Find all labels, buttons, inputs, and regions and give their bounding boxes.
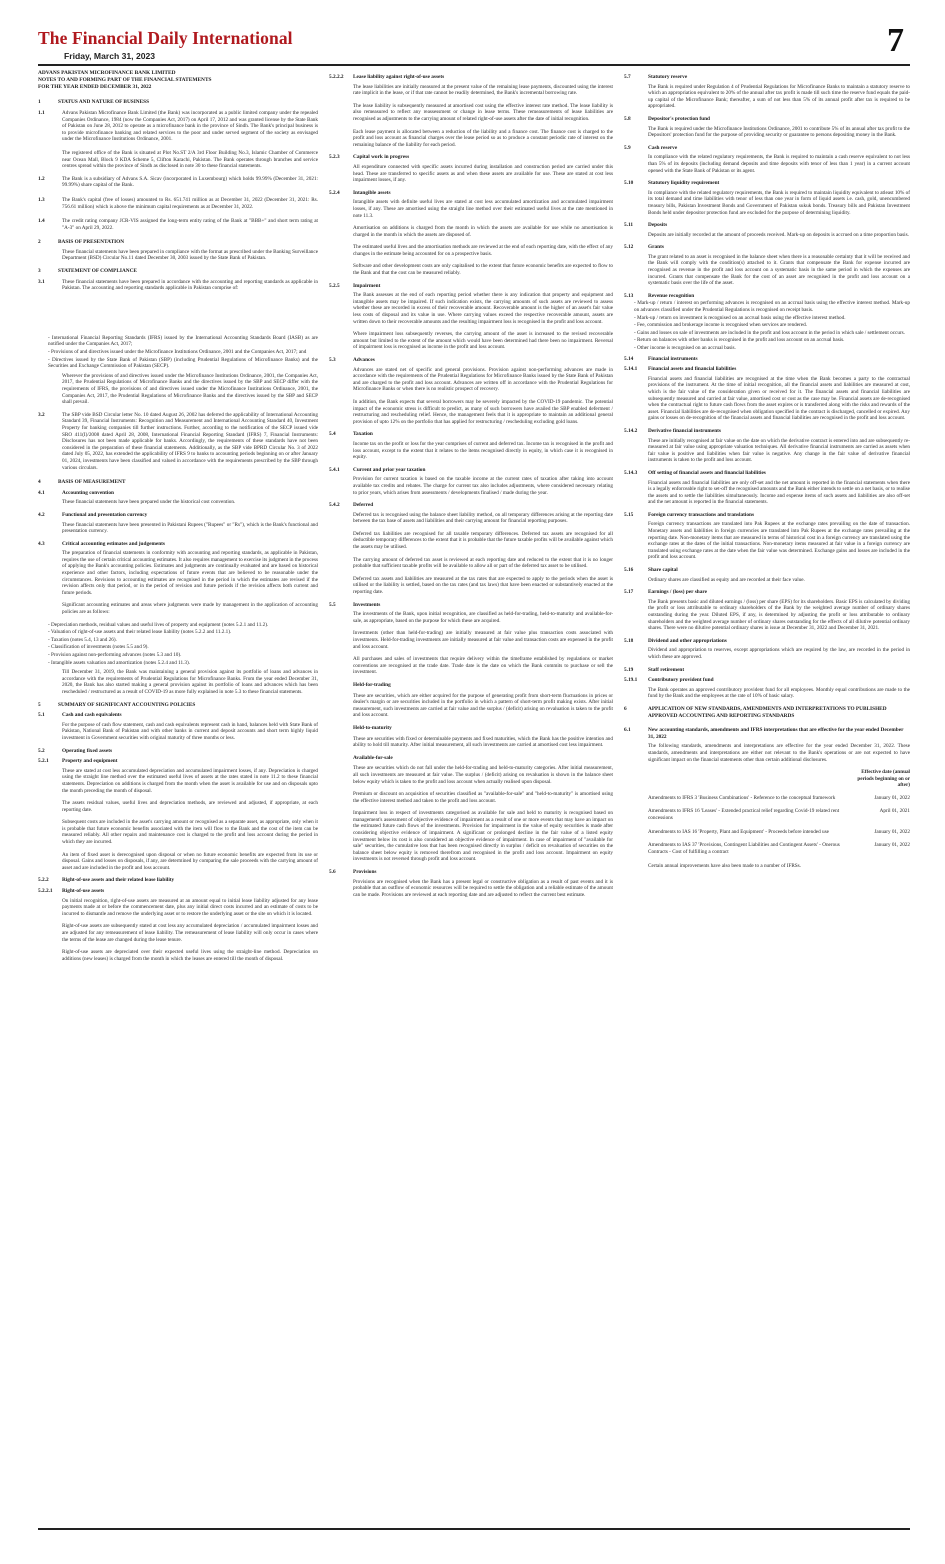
numbered-paragraph: 3.1 These financial statements have been prepared in accordance with the accounting and reporting standards as applicable in Pakistan. The accounting and reporting standards applicable in Pakistan comprise of: [38,278,318,292]
table-cell-description: Amendments to IAS 16 'Property, Plant and Equipment' - Proceeds before intended use [648,828,829,835]
document-header [38,70,318,90]
paragraph: The following standards, amendments and interpretations are effective for the year ended December 31, 2022. These standards, amendments and interpretations are either not relevant to the Bank's operations or are not expected to have significant impact on the financial statements other than certain additional disclosures. [648,743,910,763]
bottom-rule [38,1528,910,1530]
table-header-row [648,769,910,793]
list-item: - Gains and losses on sale of investments are included in the profit and loss account in the period in which sale / settlement occurs. [634,329,905,336]
table-row [648,827,910,841]
subsection-heading: 4.3 Critical accounting estimates and judgements [38,540,165,547]
paragraph: Software and other development costs are only capitalised to the extent that future economic benefits are expected to flow to the Bank and that the cost can be measured reliably. [353,263,613,277]
table-row [648,840,910,860]
newspaper-title: The Financial Daily International [38,28,293,48]
paragraph: The registered office of the Bank is situated at Plot No.ST 2/A 3rd Floor Building No.3, Islamic Chamber of Commerce near Ocean Mall, Block 9 KDA Scheme 5, Clifton Karachi, Pakistan. The Bank operates through branches and service centres spread within the province of Sindh as disclosed in note 30 to these financial statements. [62,149,318,170]
subsection-heading: 5.14.3 Off setting of financial assets and financial liabilities [624,469,766,476]
table-row [648,806,910,826]
numbered-paragraph: 3.2 The SBP vide BSD Circular letter No. 10 dated August 26, 2002 has deferred the applicability of International Accounting Standard 39, Financial Instruments: Recognition and Measurement and International Accounting Standard 40, Investment Property for banking companies till further instructions. Further, according to the notification of the SECP issued vide SRO 411(I)/2008 dated April 28, 2008, International Financial Reporting Standard (IFRS) 7, Financial Instruments: Disclosures has not been made applicable for banks. Accordingly, the requirements of these standards have not been considered in the preparation of these financial statements. Additionally, as the SBP vide BPRD Circular No. 3 of 2022 dated July 05, 2022, has extended the applicability of IFRS 9 to banks to accounting periods beginning on or after January 01, 2024, investments have been classified and valued in accordance with the requirements prescribed by the SBP through various circulars. [38,411,318,471]
company-name: ADVANS PAKISTAN MICROFINANCE BANK LIMITED [38,70,176,76]
subsection-heading: 4.2 Functional and presentation currency [38,511,148,518]
subsection-heading: 4.1 Accounting convention [38,489,114,496]
list-item: - Depreciation methods, residual values and useful lives of property and equipment (notes 5.2.1 and 11.2). [48,621,269,628]
table-cell-date: January 01, 2022 [874,842,910,849]
list-item: - Provisions of and directives issued under the Microfinance Institutions Ordinance, 2001 and the Companies Act, 2017; and [48,349,307,356]
paragraph: These financial statements have been presented in Pakistani Rupees ("Rupees" or "Rs"), which is the Bank's functional and presentation currency. [62,521,318,535]
list-item: - Directives issued by the State Bank of Pakistan (SBP) (including Prudential Regulations of Microfinance Banks) and the Securities and Exchange Commission of Pakistan (SECP). [48,356,318,370]
subsection-heading: 5.2.1 Property and equipment [38,758,118,765]
column-1 [38,70,318,1525]
list-item: - Return on balances with other banks is recognised in the profit and loss account on an accrual basis. [634,337,845,344]
section-heading: 3 STATEMENT OF COMPLIANCE [38,268,137,275]
paragraph: The assets residual values, useful lives and depreciation methods, are reviewed and adjusted, if appropriate, at each reporting date. [62,800,318,813]
paragraph: In compliance with the related regulatory requirements, the Bank is required to maintain liquidity equivalent to atleast 10% of its total demand and time liabilities with tenor of less than one year in form of liquid assets i.e. cash, gold, unencumbered treasury bills, Pakistan Investment Bonds and Government of Pakistan sukuk bonds. Treasury bills and Pakistan Investment Bonds held under depositor protection fund are excluded for the purpose of determining liquidity. [648,189,910,216]
paragraph: Where impairment loss subsequently reverses, the carrying amount of the asset is increased to the revised recoverable amount but limited to the extent of the amount which would have been determined had there been no impairment. Reversal of impairment loss is recognised as income in the profit and loss account. [353,331,613,351]
paragraph: On initial recognition, right-of-use assets are measured at an amount equal to initial lease liability adjusted for any lease payments made at or before the commencement date, plus any initial direct costs incurred and an estimate of costs to be incurred to dismantle and remove the underlying asset or to restore the underlying asset or the site on which it is located. [62,897,318,917]
subsection-heading: 5.4.2 Deferred [329,502,374,509]
paragraph: Financial assets and financial liabilities are recognised at the time when the Bank becomes a party to the contractual provisions of the instrument. At the time of initial recognition, all the financial assets and liabilities are measured at cost, which is the fair value of the consideration given or received for it. The financial assets and financial liabilities are subsequently measured and carried at fair value, amortised cost or cost as the case may be. Financial assets are de-recognised when the contractual right to future cash flows from the asset expires or is transferred along with the risks and rewards of the asset. Financial liabilities are de-recognised when obligation specified in the contract is discharged, cancelled or expired. Any gains or losses on de-recognition of the financial assets and financial liabilities are recognised in the profit and loss account. [648,375,910,422]
table-cell-description: Amendments to IFRS 16 'Leases' - Extended practical relief regarding Covid-19 related rent concessions [648,808,840,822]
subsection-heading: 5.6 Provisions [329,869,377,876]
paragraph: Each lease payment is allocated between a reduction of the liability and a finance cost. The finance cost is charged to the profit and loss account as financial charges over the lease period so as to produce a constant periodic rate of interest on the remaining balance of the liability for each period. [353,128,613,148]
subsection-heading: 5.2.2.1 Right-of-use assets [38,888,105,895]
paragraph: For the purpose of cash flow statement, cash and cash equivalents represent cash in hand, balances held with State Bank of Pakistan, National Bank of Pakistan and with other banks in current and deposit accounts and short term highly liquid investment in Government securities with original maturity of three months or less. [62,721,318,741]
paragraph: Deferred tax assets and liabilities are measured at the tax rates that are expected to apply to the periods when the asset is utilised or the liability is settled, based on the tax rates (and tax laws) that have been enacted or substantively enacted at the reporting date. [353,575,613,596]
subsection-heading: 5.17 Earnings / (loss) per share [624,589,707,596]
subsection-heading: 5.14.1 Financial assets and financial liabilities [624,366,737,373]
list-item: - Provision against non-performing advances (notes 5.3 and 10). [48,652,182,659]
paragraph: Dividend and appropriation to reserves, except appropriations which are required by the law, are recorded in the period in which these are approved. [648,647,910,660]
subsection-heading: 5.19.1 Contributory provident fund [624,677,714,684]
paragraph: The Bank is required under the Microfinance Institutions Ordinance, 2001 to contribute 5% of its annual after tax profit to the Depositors' protection fund for the purpose of providing security or guarantee to persons depositing money in the Bank. [648,125,910,139]
list-item: - Intangible assets valuation and amortization (notes 5.2.4 and 11.3). [48,659,190,666]
paragraph: Deferred tax liabilities are recognised for all taxable temporary differences. Deferred tax assets are recognised for all deductible temporary differences to the extent that it is probable that the future taxable profits will be available against which the assets may be utilised. [353,530,613,551]
subsection-heading: 5.8 Depositor's protection fund [624,115,710,122]
paragraph: These are stated at cost less accumulated depreciation and accumulated impairment losses, if any. Depreciation is charged using the straight line method over the estimated useful lives of assets at the rates stated in note 11.2 to these financial statements. Depreciation on additions is charged from the month when the asset is available for use and on disposals upto the month preceding the month of disposal. [62,767,318,794]
subsection-heading: 5.15 Foreign currency transactions and translations [624,511,755,518]
subsection-heading: 5.13 Revenue recognition [624,292,695,299]
table-cell-date: April 01, 2021 [879,808,910,815]
list-item: - Taxation (notes 5.4, 13 and 26). [48,636,117,643]
standards-table [648,769,910,860]
paragraph: Till December 31, 2019, the Bank was maintaining a general provision against its portfolio of loans and advances in accordance with the requirements of Prudential Regulations for Microfinance Banks. From the year ended December 31, 2020, the Bank has also started making a general provision against its portfolio of loans and advances which has been rescheduled / restructured as a result of COVID-19 as more fully explained in note 5.3 to these financial statements. [62,669,318,695]
table-cell-description: Amendments to IFRS 3 'Business Combinations' - Reference to the conceptual framework [648,794,836,801]
paragraph: Wherever the provisions of and directives issued under the Microfinance Institutions Ordinance, 2001, the Companies Act, 2017, the Prudential Regulations of Microfinance Banks and the directives issued by the SBP and SECP differ with the requirements of IFRS, the provisions of and directives issued under the Microfinance Institutions Ordinance, 2001, the Companies Act, 2017, the Prudential Regulations of Microfinance Banks and the directives issued by the SBP and SECP shall prevail. [62,372,318,406]
subheading-available-for-sale: Available-for-sale [353,754,393,761]
section-heading: 6 APPLICATION OF NEW STANDARDS, AMENDMENTS AND INTERPRETATIONS TO PUBLISHED APPROVED ACCOUNTING AND REPORTING STANDARDS [624,705,887,719]
period-title: FOR THE YEAR ENDED DECEMBER 31, 2022 [38,83,152,90]
masthead [38,22,908,66]
subheading-held-for-trading: Held-for-trading [353,681,391,688]
list-item: - Mark-up / return on investment is recognised on an accrual basis using the effective interest method. [634,314,846,321]
paragraph: The investments of the Bank, upon initial recognition, are classified as held-for-trading, held-to-maturity and available-for-sale, as appropriate, based on the purpose for which these are acquired. [353,611,613,624]
subsection-heading: 5.2.5 Impairment [329,282,381,289]
subsection-heading: 5.18 Dividend and other appropriations [624,637,727,644]
section-heading: 5 SUMMARY OF SIGNIFICANT ACCOUNTING POLICIES [38,701,196,708]
numbered-paragraph: 1.2 The Bank is a subsidiary of Advans S.A. Sicav (incorporated in Luxembourg) which holds 99.99% (December 31, 2021: 99.99%) share capital of the Bank. [38,175,318,189]
subsection-heading: 5.2.3 Capital work in progress [329,154,410,161]
subsection-heading: 5.2.2.2 Lease liability against right-of-use assets [329,74,445,80]
paragraph: Foreign currency transactions are translated into Pak Rupees at the exchange rates prevailing on the date of transaction. Monetary assets and liabilities in foreign currencies are translated into Pak Rupees at the exchange rates prevailing at the reporting date. Non-monetary items that are measured in terms of historical cost in a foreign currency are translated using the exchange rates at the dates of the initial transactions. Non-monetary items measured at fair value in a foreign currency are translated using exchange rates at the date when the fair value was determined. Exchange gains and losses are included in the profit and loss account. [648,521,910,561]
list-item: - Valuation of right-of-use assets and their related lease liability (notes 5.2.2 and 11.2.1). [48,629,232,636]
paragraph: These financial statements have been prepared under the historical cost convention. [62,499,236,506]
paragraph: All expenditure connected with specific assets incurred during installation and construction period are carried under this head. These are transferred to specific assets as and when these assets are available for use. These are stated at cost less impairment losses, if any. [353,163,613,184]
paragraph: Investments (other than held-for-trading) are initially measured at fair value plus transaction costs associated with investments. Held-for-trading investments are initially measured at fair value and transaction costs are expensed in the profit and loss account. [353,630,613,650]
subsection-heading: 5.2.2 Right-of-use assets and their related lease liability [38,877,175,884]
column-3 [624,70,910,1525]
paragraph: Right-of-use assets are subsequently stated at cost less any accumulated depreciation / accumulated impairment losses and are adjusted for any remeasurement of lease liability. The remeasurement of lease liability will only occur in cases where the terms of the lease are changed during the lease tenure. [62,923,318,943]
paragraph: The Bank operates an approved contributory provident fund for all employees. Monthly equal contributions are made to the fund by the Bank and the employees at the rate of 10% of basic salary. [648,686,910,700]
table-row [648,793,910,807]
subsection-heading: 5.2 Operating fixed assets [38,747,113,754]
paragraph: Deferred tax is recognised using the balance sheet liability method, on all temporary differences arising at the reporting date between the tax base of assets and liabilities and their carrying amount for financial reporting purposes. [353,511,613,525]
list-item: - International Financial Reporting Standards (IFRS) issued by the International Accounting Standards Board (IASB) as are notified under the Companies Act, 2017; [48,334,318,348]
subsection-heading: 5.7 Statutory reserve [624,74,688,80]
subsection-heading: 5.14.2 Derivative financial instruments [624,427,721,434]
paragraph: Advances are stated net of specific and general provisions. Provision against non-performing advances are made in accordance with the requirements of the Prudential Regulations for Microfinance Banks issued by the State Bank of Pakistan and are charged to the profit and loss account. Advances are written off in accordance with the Prudential Regulations for Microfinance Banks or when there is no realistic prospect of recovery. [353,366,613,393]
paragraph: The lease liability is subsequently measured at amortised cost using the effective interest rate method. The lease liability is also remeasured to reflect any reassessment or change in lease terms. These remeasurements of lease liabilities are recognised as adjustments to the carrying amount of related right-of-use assets after the date of initial recognition. [353,102,613,122]
paragraph: An item of fixed asset is derecognised upon disposal or when no future economic benefits are expected from its use or disposal. Gains and losses on disposals, if any, are determined by comparing the sale proceeds with the carrying amount of asset and are included in the profit and loss account. [62,851,318,871]
subsection-heading: 5.14 Financial instruments [624,355,698,362]
paragraph: In addition, the Bank expects that several borrowers may be severely impacted by the COVID-19 pandemic. The potential impact of the economic stress is difficult to predict, as many of such borrowers have availed the SBP enabled deferment / restructuring and rescheduling relief. Hence, the management feels that it is appropriate to maintain an additional general provision of upto 12% on the portfolio that has applied for restructuring / rescheduling excluding gold loans. [353,398,613,425]
top-rule [38,64,910,66]
paragraph: The estimated useful lives and the amortisation methods are reviewed at the end of each reporting date, with the effect of any changes in the estimate being accounted for on a prospective basis. [353,244,613,257]
paragraph: These are initially recognised at fair value on the date on which the derivative contract is entered into and are subsequently re-measured at fair value using appropriate valuation techniques. All derivative financial instruments are carried as assets when fair value is positive and liabilities when fair value is negative. Any change in the fair value of derivative financial instruments is taken to the profit and loss account. [648,437,910,464]
paragraph: The grant related to an asset is recognised in the balance sheet when there is a reasonable certainty that it will be received and the Bank will comply with the condition(s) attached to it. Grants that compensate the Bank for expense incurred are recognised as revenue in the profit and loss account on a systematic basis in the same period in which the expenses are incurred. Grants that compensate the Bank for the cost of an asset are recognised in the profit and loss account on a systematic basis over the life of the asset. [648,253,910,287]
column-2 [329,70,613,1525]
paragraph: Subsequent costs are included in the asset's carrying amount or recognised as a separate asset, as appropriate, only when it is probable that future economic benefits associated with the item will flow to the Bank and the cost of the item can be measured reliably. All other repairs and maintenance cost is charged to the profit and loss account during the period in which they are incurred. [62,819,318,846]
subsection-heading: 5.4 Taxation [329,431,373,438]
paragraph: Income tax on the profit or loss for the year comprises of current and deferred tax. Income tax is recognised in the profit and loss account, except to the extent that it relates to the items recognised directly in equity, in which case it is recognised in equity. [353,440,613,461]
section-heading: 2 BASIS OF PRESENTATION [38,239,125,246]
paragraph: Premium or discount on acquisition of securities classified as "available-for-sale" and "held-to-maturity" is amortised using the effective interest method and taken to the profit and loss account. [353,791,613,804]
paragraph: All purchases and sales of investments that require delivery within the timeframe established by regulations or market conventions are recognised at the trade date. Trade date is the date on which the Bank commits to purchase or sell the investment. [353,656,613,676]
paragraph: Certain annual improvements have also been made to a number of IFRSs. [648,863,801,870]
paragraph: Impairment loss in respect of investments categorised as available for sale and held to maturity is recognised based on management's assessment of objective evidence of impairment as a result of one or more events that may have an impact on the estimated future cash flows of the investments. Provision for impairment in the value of equity securities is made after considering objective evidence of impairment. A significant or prolonged decline in the fair value of a listed equity investment below its cost is also considered an objective evidence of impairment. In case of impairment of "available for sale" securities, the cumulative loss that has been recognised directly in surplus / deficit on revaluation of securities on the balance sheet below equity is removed therefrom and recognised in the profit and loss account. Impairment on equity investments is not reversed through profit and loss account. [353,810,613,863]
section-heading: 4 BASIS OF MEASUREMENT [38,479,126,486]
list-item: - Other income is recognised on an accrual basis. [634,345,736,351]
paragraph: Amortisation on additions is charged from the month in which the assets are available for use while no amortisation is charged in the month in which the assets are disposed of. [353,225,613,238]
subsection-heading: 5.3 Advances [329,357,375,363]
subsection-heading: 5.2.4 Intangible assets [329,189,391,196]
subsection-heading: 5.4.1 Current and prior year taxation [329,466,426,473]
paragraph: Financial assets and financial liabilities are only off-set and the net amount is reported in the financial statements when there is a legally enforceable right to set-off the recognised amounts and the Bank either intends to settle on a net basis, or to realise the assets and to settle the liabilities simultaneously. Income and expense items of such assets and liabilities are also off-set and the net amount is reported in the financial statements. [648,479,910,506]
paragraph: The Bank assesses at the end of each reporting period whether there is any indication that property and equipment and intangible assets may be impaired. If such indication exists, the carrying amounts of such assets are reviewed to assess whether these are recorded in excess of their recoverable amount. Recoverable amount is the higher of an asset's fair value less costs of disposal and its value in use. Where carrying values exceed the respective recoverable amount, assets are written down to their recoverable amounts and the resulting impairment loss is recognised in the profit and loss account. [353,292,613,325]
paragraph: The carrying amount of deferred tax asset is reviewed at each reporting date and reduced to the extent that it is no longer probable that sufficient taxable profits will be available to allow all or part of the deferred tax asset to be utilised. [353,556,613,570]
list-item: - Mark-up / return / interest on performing advances is recognised on an accrual basis using the effective interest method. Mark-up on advances classified under the Prudential Regulations is recognised on receipt basis. [634,300,910,314]
table-header-effective-date: Effective date (annual periods beginning on or after) [857,769,910,789]
table-cell-description: Amendments to IAS 37 'Provisions, Contingent Liabilities and Contingent Assets' - Onerous Contracts - Cost of fulfilling a contract [648,842,840,855]
paragraph: Provisions are recognised when the Bank has a present legal or constructive obligation as a result of past events and it is probable that an outflow of economic resources will be required to settle the obligation and a reliable estimate of the amount can be made. Provisions are reviewed at each reporting date and are adjusted to reflect the current best estimate. [353,878,613,898]
numbered-paragraph: 1.3 The Bank's capital (free of losses) amounted to Rs. 651.741 million as at December 31, 2022 (December 31, 2021: Rs. 756.61 million) which is above the minimum capital requirements as at December 31, 2022. [38,196,318,210]
paragraph: The Bank is required under Regulation 4 of Prudential Regulations for Microfinance Banks to maintain a statutory reserve to which an appropriation equivalent to 20% of the annual after tax profit is made till such time the reserve fund equals the paid-up capital of the Microfinance Bank; thereafter, a sum of not less than 5% of its annual profit after tax is required to be appropriated. [648,83,910,110]
page-number: 7 [887,22,904,59]
paragraph: These are securities, which are either acquired for the purpose of generating profit from short-term fluctuations in prices or dealer's margin or are securities included in the portfolio in which a pattern of short-term profit making exists. After initial measurement, such investments are carried at fair value and the surplus / (deficit) arising on revaluation is taken to the profit and loss account. [353,692,613,719]
paragraph: These are securities which do not fall under the held-for-trading and held-to-maturity categories. After initial measurement, all such investments are measured at fair value. The surplus / (deficit) arising on revaluation is shown in the balance sheet below equity which is taken to the profit and loss account when actually realised upon disposal. [353,765,613,785]
paragraph: Provision for current taxation is based on the taxable income at the current rates of taxation after taking into account available tax credits and rebates. The charge for current tax also includes adjustments, where considered necessary relating to prior years, which arises from assessments / developments finalised / made during the year. [353,476,613,496]
subsection-heading: 5.5 Investments [329,601,381,608]
table-cell-date: January 01, 2022 [874,828,910,835]
notes-title: NOTES TO AND FORMING PART OF THE FINANCIAL STATEMENTS [38,76,212,83]
subsection-heading: 5.9 Cash reserve [624,144,678,151]
subsection-heading: 5.12 Grants [624,244,664,251]
paragraph: Ordinary shares are classified as equity and are recorded at their face value. [648,576,805,583]
paragraph: The preparation of financial statements in conformity with accounting and reporting standards, as applicable in Pakistan, requires the use of certain critical accounting estimates. It also requires management to exercise its judgment in the process of applying the Bank's accounting policies. Estimates and judgments are continually evaluated and are based on historical experience and other factors, including expectations of future events that are believed to be reasonable under the circumstances. Revisions to accounting estimates are recognised in the period in which the estimates are revised if the revision affects only that period, or in the period of revision and future periods if the revision affects both current and future periods. [62,550,318,596]
publication-date: Friday, March 31, 2023 [64,51,156,61]
section-heading: 1 STATUS AND NATURE OF BUSINESS [38,99,150,106]
subsection-heading: 5.10 Statutory liquidity requirement [624,180,720,187]
paragraph: Deposits are initially recorded at the amount of proceeds received. Mark-up on deposits is accrued on a time proportion basis. [648,231,909,238]
paragraph: These are securities with fixed or determinable payments and fixed maturities, which the Bank has the positive intention and ability to hold till maturity. After initial measurement, all such investments are carried at amortised cost less impairment. [353,735,613,749]
paragraph: Intangible assets with definite useful lives are stated at cost less accumulated amortization and accumulated impairment losses, if any. These are amortised using the straight line method over their estimated useful lives at the rate mentioned in note 11.3. [353,199,613,219]
list-item: - Fee, commission and brokerage income is recognised when services are rendered. [634,322,807,329]
numbered-paragraph: 1.1 Advans Pakistan Microfinance Bank Limited (the Bank) was incorporated as a public limited company under the repealed Companies Ordinance, 1984 (now the Companies Act, 2017) on April 17, 2012 and was granted license by the State Bank of Pakistan on June 28, 2012 to operate as a microfinance bank in the province of Sindh. The Bank's principal business is to provide microfinance banking and related services to the poor and under served segment of the society as envisaged under the Microfinance Institutions Ordinance, 2001. [38,109,318,143]
paragraph: Significant accounting estimates and areas where judgments were made by management in the application of accounting policies are as follows: [62,602,318,616]
paragraph: Right-of-use assets are depreciated over their expected useful lives using the straight-line method. Depreciation on additions (new leases) is charged from the month in which the leases are entered till the month of disposal. [62,949,318,962]
table-cell-date: January 01, 2022 [874,794,910,801]
paragraph: In compliance with the related regulatory requirements, the Bank is required to maintain a cash reserve equivalent to not less than 5% of its deposits (including demand deposits and time deposits with tenor of less than 1 year) in a current account opened with the State Bank of Pakistan or its agent. [648,154,910,174]
list-item: - Classification of investments (notes 5.5 and 9). [48,644,149,651]
subsection-heading: 6.1 New accounting standards, amendments and IFRS interpretations that are effective for the year ended December 31, 2022 [624,727,904,740]
paragraph: The Bank presents basic and diluted earnings / (loss) per share (EPS) for its shareholders. Basic EPS is calculated by dividing the profit or loss attributable to ordinary shareholders of the Bank by the weighted average number of ordinary shares outstanding during the year. Diluted EPS, if any, is determined by adjusting the profit or loss attributable to ordinary shareholders and the weighted average number of ordinary shares outstanding for the effects of all dilutive potential ordinary shares. There were no dilutive potential ordinary shares in issue at December 31, 2022 and December 31, 2021. [648,598,910,632]
subsection-heading: 5.19 Staff retirement [624,666,685,673]
subheading-held-to-maturity: Held-to-maturity [353,724,392,731]
subsection-heading: 5.11 Deposits [624,222,668,229]
paragraph: These financial statements have been prepared in compliance with the format as prescribed under the Banking Surveillance Department (BSD) Circular No.11 dated December 30, 2003 issued by the State Bank of Pakistan. [62,248,318,262]
subsection-heading: 5.16 Share capital [624,567,678,574]
subsection-heading: 5.1 Cash and cash equivalents [38,712,122,719]
numbered-paragraph: 1.4 The credit rating company JCR-VIS assigned the long-term entity rating of the Bank at "BBB+" and short term rating at "A-3" on April 29, 2022. [38,218,318,231]
paragraph: The lease liabilities are initially measured at the present value of the remaining lease payments, discounted using the interest rate implicit in the lease, or if that rate cannot be readily determined, the Bank's incremental borrowing rate. [353,83,613,97]
